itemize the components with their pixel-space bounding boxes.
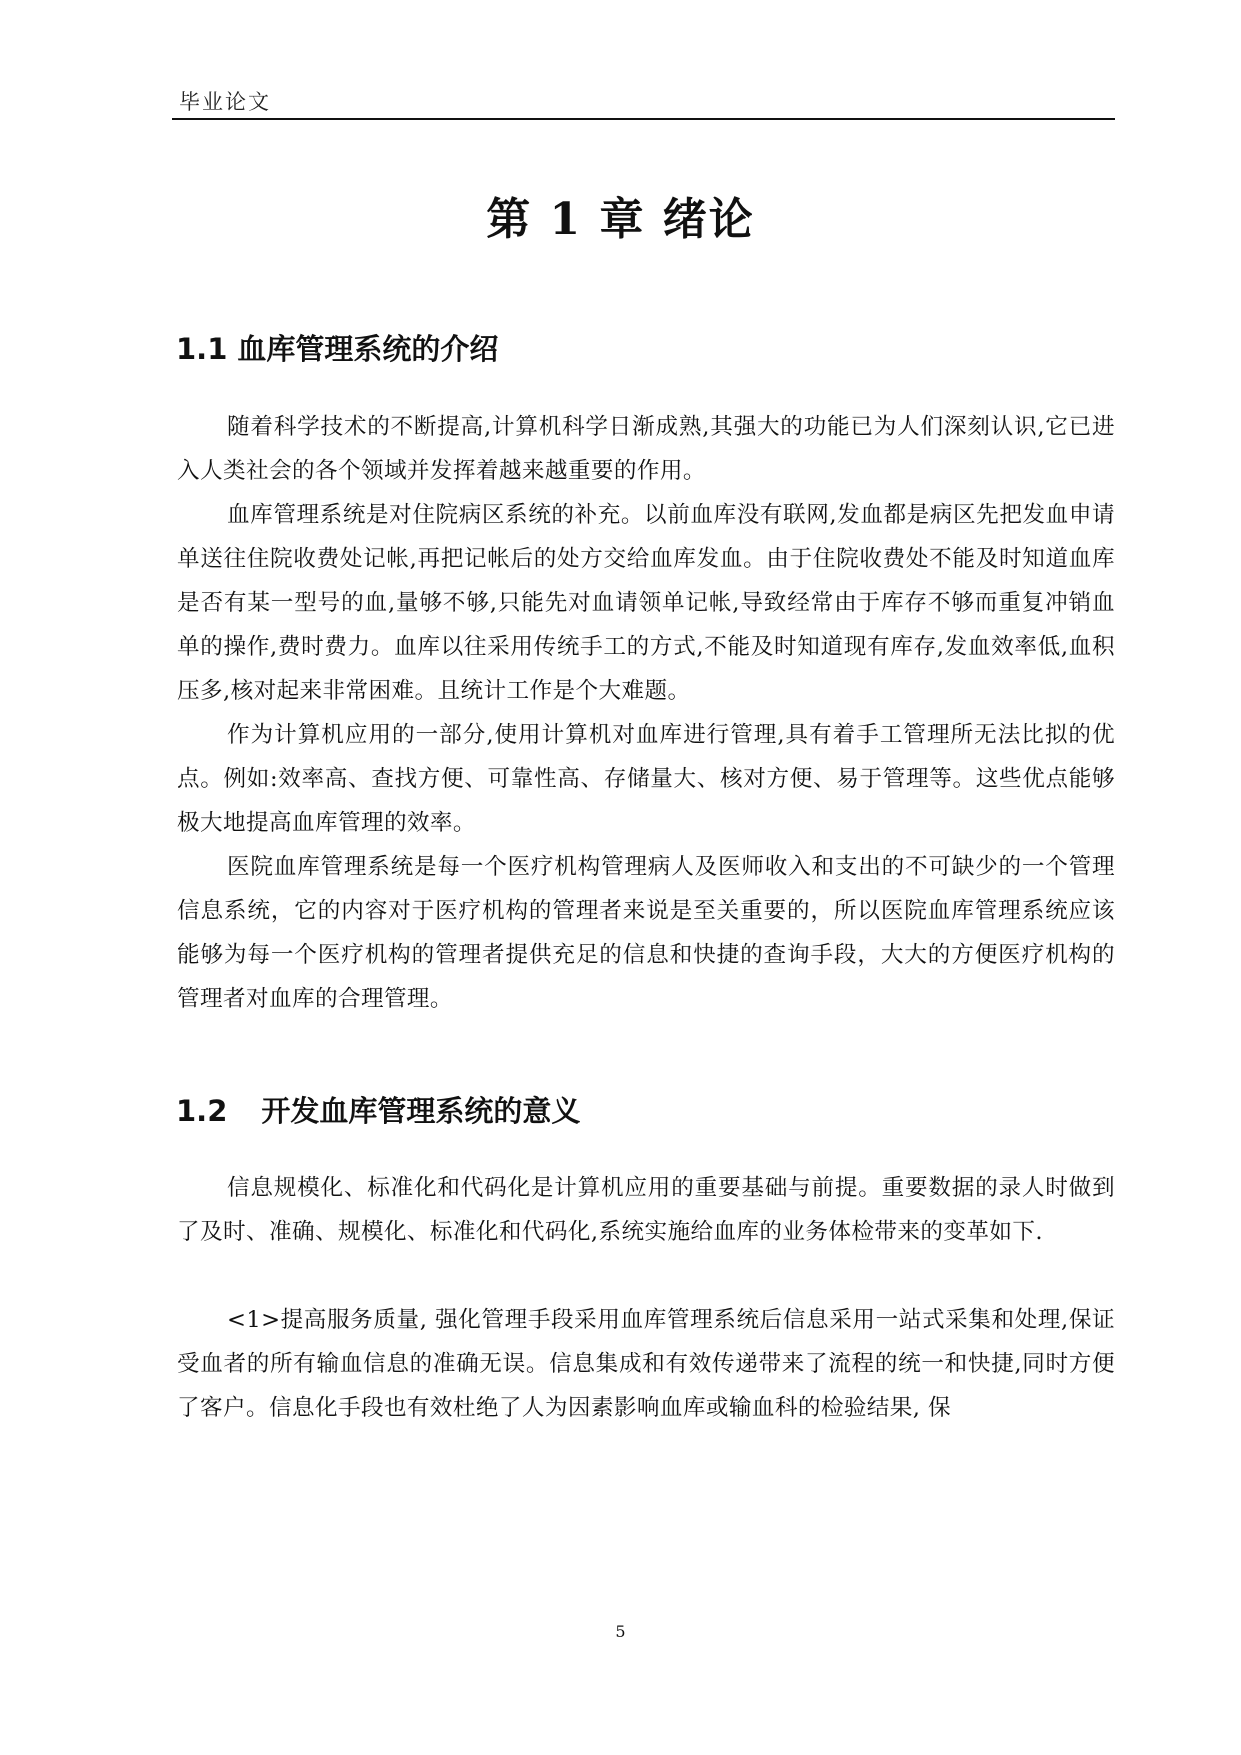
- chapter-title: 第 1 章 绪论: [486, 194, 755, 245]
- section-title: 开发血库管理系统的意义: [261, 1094, 581, 1128]
- section-heading-1-1: [176, 327, 498, 368]
- body-paragraph: 作为计算机应用的一部分,使用计算机对血库进行管理,具有着手工管理所无法比拟的优点。例如:效率高、查找方便、可靠性高、存储量大、核对方便、易于管理等。这些优点能够极大地提高血库管理的效率。: [177, 722, 1115, 836]
- body-paragraph: <1>提高服务质量, 强化管理手段采用血库管理系统后信息采用一站式采集和处理,保证受血者的所有输血信息的准确无误。信息集成和有效传递带来了流程的统一和快捷,同时方便了客户。信息化手段也有效杜绝了人为因素影响血库或输血科的检验结果, 保: [177, 1307, 1115, 1421]
- page-number: 5: [615, 1622, 626, 1641]
- body-paragraph: 血库管理系统是对住院病区系统的补充。以前血库没有联网,发血都是病区先把发血申请单送往住院收费处记帐,再把记帐后的处方交给血库发血。由于住院收费处不能及时知道血库是否有某一型号的血,量够不够,只能先对血请领单记帐,导致经常由于库存不够而重复冲销血单的操作,费时费力。血库以往采用传统手工的方式,不能及时知道现有库存,发血效率低,血积压多,核对起来非常困难。且统计工作是个大难题。: [177, 502, 1115, 704]
- body-paragraph: 信息规模化、标准化和代码化是计算机应用的重要基础与前提。重要数据的录人时做到了及时、准确、规模化、标准化和代码化,系统实施给血库的业务体检带来的变革如下.: [177, 1175, 1115, 1245]
- header-rule: [172, 118, 1115, 120]
- body-paragraph: 随着科学技术的不断提高,计算机科学日渐成熟,其强大的功能已为人们深刻认识,它已进入人类社会的各个领域并发挥着越来越重要的作用。: [177, 414, 1115, 484]
- section-title: 血库管理系统的介绍: [237, 332, 499, 366]
- section-number: 1.2: [176, 1094, 228, 1128]
- section-number: 1.1: [176, 332, 228, 366]
- body-paragraph: 医院血库管理系统是每一个医疗机构管理病人及医师收入和支出的不可缺少的一个管理信息系统，它的内容对于医疗机构的管理者来说是至关重要的，所以医院血库管理系统应该能够为每一个医疗机构的管理者提供充足的信息和快捷的查询手段，大大的方便医疗机构的管理者对血库的合理管理。: [177, 854, 1115, 1012]
- section-heading-1-2: [176, 1089, 580, 1130]
- running-header: 毕业论文: [179, 90, 271, 114]
